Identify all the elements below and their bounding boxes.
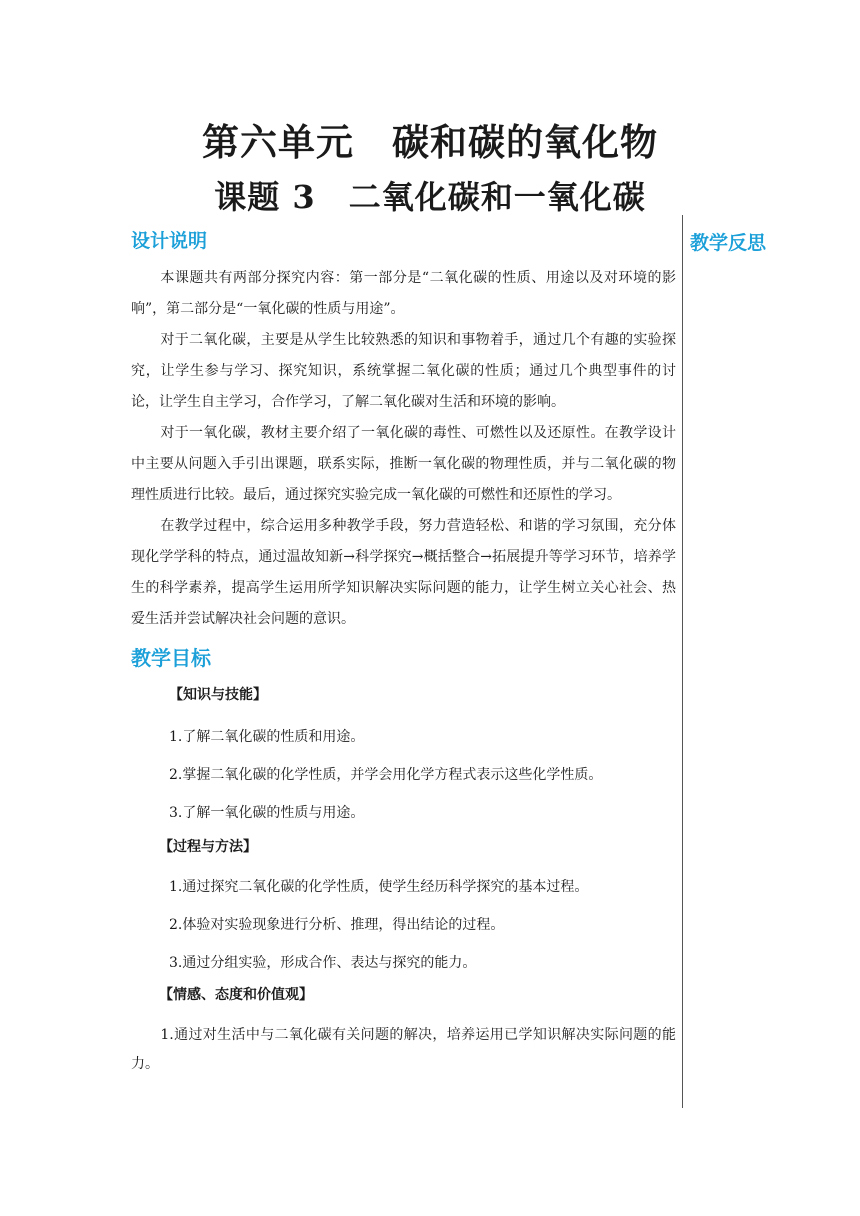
unit-title: 第六单元 碳和碳的氧化物 bbox=[202, 120, 658, 164]
reflection-heading: 教学反思 bbox=[690, 232, 767, 254]
goal-item: 1.通过探究二氧化碳的化学性质，使学生经历科学探究的基本过程。 bbox=[169, 879, 589, 895]
emotion-item-block bbox=[131, 1021, 676, 1079]
main-column bbox=[131, 227, 676, 1079]
goal-item: 1.通过对生活中与二氧化碳有关问题的解决，培养运用已学知识解决实际问题的能力。 bbox=[131, 1027, 676, 1072]
emotion-values-label: 【情感、态度和价值观】 bbox=[159, 987, 313, 1003]
goal-item: 2.掌握二氧化碳的化学性质，并学会用化学方程式表示这些化学性质。 bbox=[169, 767, 603, 783]
lesson-title: 课题 3 二氧化碳和一氧化碳 bbox=[214, 178, 646, 216]
goals-heading: 教学目标 bbox=[131, 646, 211, 670]
design-paragraph: 在教学过程中，综合运用多种教学手段，努力营造轻松、和谐的学习氛围，充分体现化学学科的特点，通过温故知新→科学探究→概括整合→拓展提升等学习环节，培养学生的科学素养，提高学生运用所学知识解决实际问题的能力，让学生树立关心社会、热爱生活并尝试解决社会问题的意识。 bbox=[131, 518, 676, 627]
design-paragraph: 对于二氧化碳，主要是从学生比较熟悉的知识和事物着手，通过几个有趣的实验探究，让学生参与学习、探究知识，系统掌握二氧化碳的性质；通过几个典型事件的讨论，让学生自主学习，合作学习，了解二氧化碳对生活和环境的影响。 bbox=[131, 332, 676, 410]
process-methods-label: 【过程与方法】 bbox=[159, 839, 257, 855]
column-divider bbox=[682, 215, 683, 1108]
design-paragraph: 对于一氧化碳，教材主要介绍了一氧化碳的毒性、可燃性以及还原性。在教学设计中主要从问题入手引出课题，联系实际，推断一氧化碳的物理性质，并与二氧化碳的物理性质进行比较。最后，通过探究实验完成一氧化碳的可燃性和还原性的学习。 bbox=[131, 425, 676, 503]
design-paragraph: 本课题共有两部分探究内容：第一部分是“二氧化碳的性质、用途以及对环境的影响”，第二部分是“一氧化碳的性质与用途”。 bbox=[131, 270, 676, 317]
goal-item: 2.体验对实验现象进行分析、推理，得出结论的过程。 bbox=[169, 917, 505, 933]
goal-item: 3.了解一氧化碳的性质与用途。 bbox=[169, 805, 365, 821]
knowledge-skills-label: 【知识与技能】 bbox=[169, 687, 267, 703]
design-heading: 设计说明 bbox=[131, 230, 208, 252]
goal-item: 3.通过分组实验，形成合作、表达与探究的能力。 bbox=[169, 955, 477, 971]
goal-item: 1.了解二氧化碳的性质和用途。 bbox=[169, 729, 365, 745]
